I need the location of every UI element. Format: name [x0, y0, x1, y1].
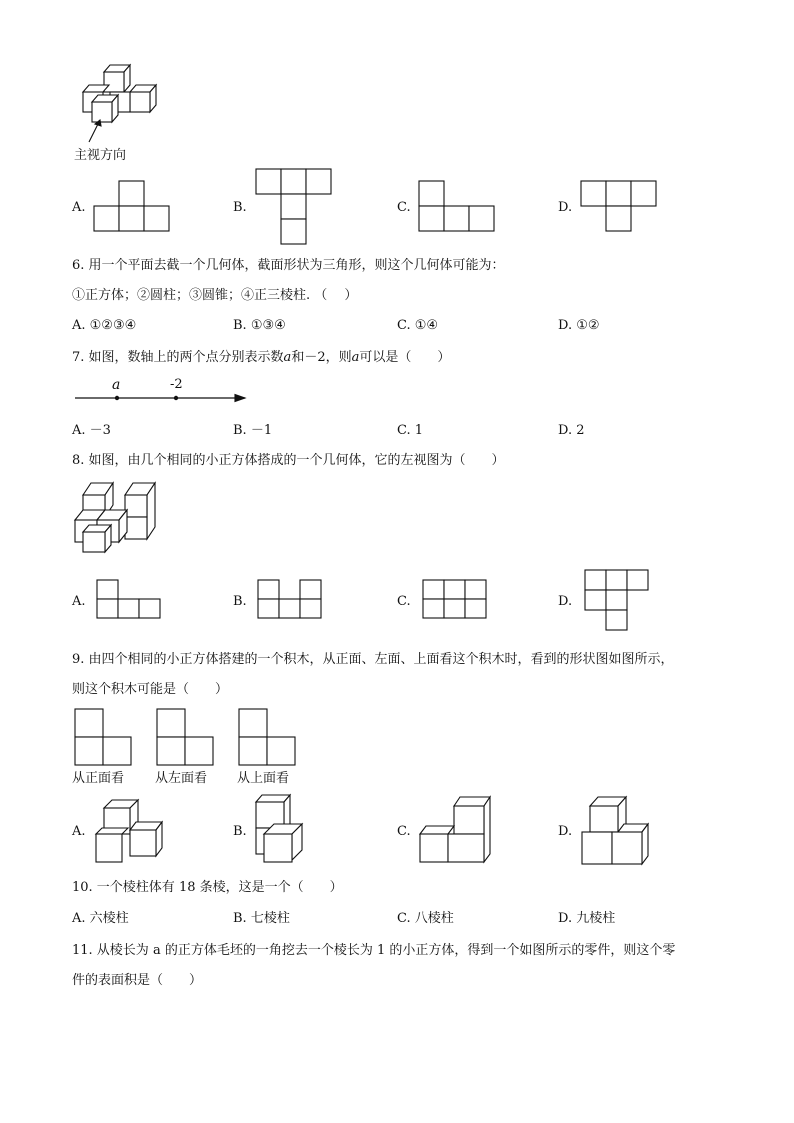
q8-cube-figure	[73, 480, 163, 555]
q10-option-d[interactable]: D. 九棱柱	[558, 911, 616, 926]
q6-option-c[interactable]: C. ①④	[397, 318, 439, 333]
q5-cube-figure	[75, 60, 165, 150]
q10-option-c[interactable]: C. 八棱柱	[397, 911, 454, 926]
top-view-label: 从上面看	[237, 771, 290, 786]
q8-option-b-figure	[257, 579, 327, 621]
q9-option-b-figure	[254, 792, 334, 867]
q5-option-b-figure	[256, 168, 336, 246]
left-view-figure	[156, 708, 216, 768]
number-line-label-a: a	[112, 377, 121, 393]
q9-option-a-letter[interactable]: A.	[72, 824, 86, 839]
q8-stem: 8. 如图，由几个相同的小正方体搭成的一个几何体，它的左视图为（ ）	[72, 453, 505, 468]
q9-option-d-figure	[580, 794, 660, 869]
q7-option-d[interactable]: D. 2	[558, 423, 585, 438]
q5-option-c-letter[interactable]: C.	[397, 200, 411, 215]
view-direction-label: 主视方向	[74, 148, 127, 163]
q8-option-c-figure	[422, 579, 492, 621]
q8-option-b-letter[interactable]: B.	[233, 594, 247, 609]
q8-option-d-letter[interactable]: D.	[558, 594, 573, 609]
q7-stem-mid: 和－2，则	[291, 350, 352, 365]
q9-option-c-figure	[418, 794, 498, 869]
q7-var-a: a	[283, 350, 292, 365]
q10-option-b[interactable]: B. 七棱柱	[233, 911, 290, 926]
number-line	[75, 378, 255, 408]
q8-option-a-letter[interactable]: A.	[72, 594, 86, 609]
q5-option-c-figure	[419, 180, 499, 232]
q6-option-b[interactable]: B. ①③④	[233, 318, 286, 333]
q6-option-d[interactable]: D. ①②	[558, 318, 600, 333]
q7-option-a[interactable]: A. －3	[72, 423, 111, 438]
q7-option-c[interactable]: C. 1	[397, 423, 424, 438]
q9-option-c-letter[interactable]: C.	[397, 824, 411, 839]
q7-stem	[72, 349, 450, 367]
q8-option-d-figure	[584, 569, 654, 633]
q6-stem: 6. 用一个平面去截一个几何体，截面形状为三角形，则这个几何体可能为：	[72, 258, 505, 273]
q5-option-d-figure	[581, 180, 661, 232]
top-view-figure	[238, 708, 298, 768]
q7-stem-prefix: 7. 如图，数轴上的两个点分别表示数	[72, 350, 284, 365]
q7-stem-suffix: 可以是（ ）	[359, 350, 451, 365]
front-view-label: 从正面看	[72, 771, 125, 786]
q9-stem-line1: 9. 由四个相同的小正方体搭建的一个积木，从正面、左面、上面看这个积木时，看到的形状图如图所示，	[72, 652, 674, 667]
q5-option-b-letter[interactable]: B.	[233, 200, 247, 215]
q9-option-d-letter[interactable]: D.	[558, 824, 573, 839]
q11-stem-line2: 件的表面积是（ ）	[72, 973, 203, 988]
q8-option-c-letter[interactable]: C.	[397, 594, 411, 609]
q6-option-a[interactable]: A. ①②③④	[72, 318, 137, 333]
q10-option-a[interactable]: A. 六棱柱	[72, 911, 129, 926]
q9-option-a-figure	[94, 794, 174, 869]
q7-option-b[interactable]: B. －1	[233, 423, 273, 438]
q6-items: ①正方体；②圆柱；③圆锥；④正三棱柱. （ ）	[72, 288, 358, 303]
q10-stem: 10. 一个棱柱体有 18 条棱，这是一个（ ）	[72, 880, 343, 895]
q5-option-a-figure	[94, 180, 174, 232]
q11-stem-line1: 11. 从棱长为 a 的正方体毛坯的一角挖去一个棱长为 1 的小正方体，得到一个如图所示的零件，则这个零	[72, 943, 676, 958]
left-view-label: 从左面看	[155, 771, 208, 786]
front-view-figure	[74, 708, 134, 768]
number-line-label-neg2: -2	[170, 377, 183, 392]
q9-option-b-letter[interactable]: B.	[233, 824, 247, 839]
q8-option-a-figure	[96, 579, 166, 621]
q7-var-a-2: a	[351, 350, 360, 365]
q5-option-d-letter[interactable]: D.	[558, 200, 573, 215]
q5-option-a-letter[interactable]: A.	[72, 200, 86, 215]
q9-stem-line2: 则这个积木可能是（ ）	[72, 682, 229, 697]
